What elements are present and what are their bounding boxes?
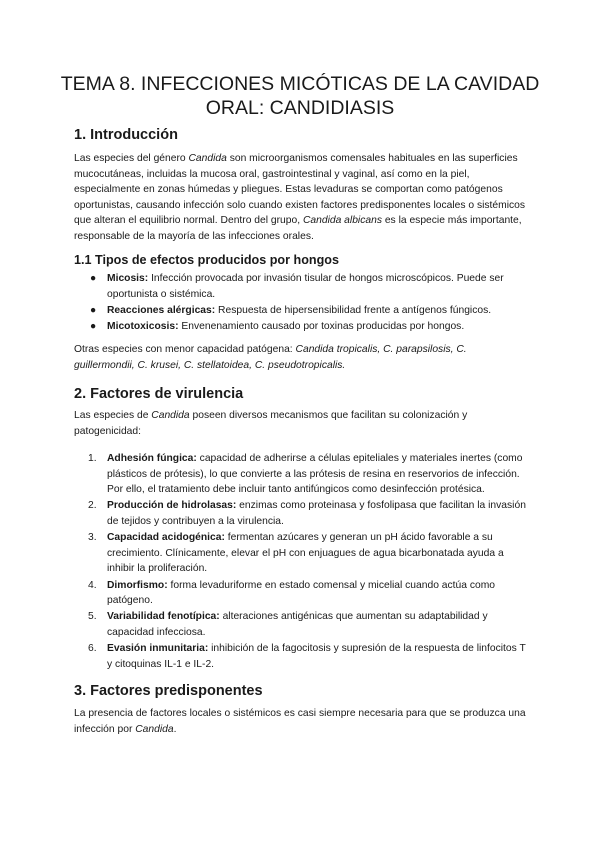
intro-species: Candida albicans [302,215,382,227]
other-species-intro: Otras especies con menor capacidad patógena: [74,344,296,355]
item-term: Producción de hidrolasas: [107,500,237,512]
list-item [74,451,530,498]
list-item [74,319,530,335]
otras-especies-paragraph [74,342,530,373]
intro-genus: Candida [188,153,227,164]
item-term: Evasión inmunitaria: [107,643,209,655]
other-species-list: Candida tropicalis, C. parapsilosis, C. guillermondii, C. krusei, C. stellatoidea, C. pseudotropicalis. [74,344,467,371]
item-term: Micotoxicosis: [107,320,179,332]
intro-text-a: Las especies del género [74,153,189,164]
section-virulencia-heading: 2. Factores de virulencia [74,386,244,402]
item-text: inhibición de la fagocitosis y supresión de la respuesta de linfocitos T y citoquinas IL-1 e IL-2. [107,643,526,670]
item-text: Envenenamiento causado por toxinas producidas por hongos. [178,320,465,332]
item-text: capacidad de adherirse a células epiteliales y materiales inertes (como plásticos de prótesis), lo que convierte a las prótesis de resina en reservorios de infección. Por ello, el tratamiento debe incluir tanto antifúngicos como desinfección protésica. [107,453,523,496]
list-item [74,271,530,302]
item-number: 4. [88,579,97,591]
list-item [74,303,530,319]
item-number: 3. [88,532,97,544]
intro-text-b: son microorganismos comensales habituales en las superficies mucocutáneas, incluidas la mucosa oral, gastrointestinal y vaginal, así como en la piel, especialmente en zonas húmedas y pliegues. Estas levaduras se comportan como patógenos oportunistas, causando infección solo cuando existen factores predisponentes locales o sistémicos que alteran el equilibrio normal. Dentro del grupo, [74,153,526,227]
item-text: Respuesta de hipersensibilidad frente a antígenos fúngicos. [215,304,492,316]
item-text: enzimas como proteinasa y fosfolipasa que facilitan la invasión de tejidos y contribuyen a la virulencia. [107,500,526,527]
section-tipos-heading: 1.1 Tipos de efectos producidos por hongos [74,253,339,267]
section-predisponentes-heading: 3. Factores predisponentes [74,683,263,699]
bullet-icon: ● [90,273,97,284]
item-term: Adhesión fúngica: [107,453,197,464]
section-introduccion-heading: 1. Introducción [74,127,178,143]
virulencia-intro-b: poseen diversos mecanismos que facilitan su colonización y patogenicidad: [74,410,468,437]
bullet-icon: ● [90,304,97,316]
item-number: 2. [88,500,97,512]
intro-text-c: es la especie más importante, responsable de la mayoría de las infecciones orales. [74,215,522,242]
virulencia-genus: Candida [151,410,190,421]
predisponentes-paragraph [74,706,530,737]
item-term: Capacidad acidogénica: [107,532,225,544]
list-item [74,578,530,609]
list-item [74,641,530,672]
introduccion-paragraph [74,151,530,245]
item-text: forma levaduriforme en estado comensal y micelial cuando actúa como patógeno. [107,579,496,607]
virulencia-intro [74,408,530,439]
item-text: alteraciones antigénicas que aumentan su adaptabilidad y capacidad infecciosa. [107,611,488,638]
bullet-icon: ● [90,320,97,332]
document-title: TEMA 8. INFECCIONES MICÓTICAS DE LA CAVIDAD ORAL: CANDIDIASIS [60,73,540,119]
virulencia-intro-a: Las especies de [74,410,152,421]
item-text: Infección provocada por invasión tisular de hongos microscópicos. Puede ser oportunista o sistémica. [107,273,504,300]
item-text: fermentan azúcares y generan un pH ácido favorable a su crecimiento. Clínicamente, elevar el pH con enjuagues de agua bicarbonatada ayuda a inhibir la proliferación. [107,532,504,575]
list-item [74,530,530,577]
item-term: Micosis: [107,273,149,284]
item-term: Dimorfismo: [107,579,168,591]
list-item [74,609,530,640]
item-term: Variabilidad fenotípica: [107,611,220,623]
tipos-list [74,271,530,335]
predisponentes-genus: Candida [135,723,174,735]
item-number: 6. [88,643,97,655]
virulencia-list [74,451,530,673]
item-number: 1. [88,453,97,464]
predisponentes-text-a: La presencia de factores locales o sistémicos es casi siempre necesaria para que se produzca una infección por [74,708,526,735]
predisponentes-text-b: . [173,723,177,735]
list-item [74,498,530,529]
item-number: 5. [88,611,97,623]
item-term: Reacciones alérgicas: [107,304,216,316]
